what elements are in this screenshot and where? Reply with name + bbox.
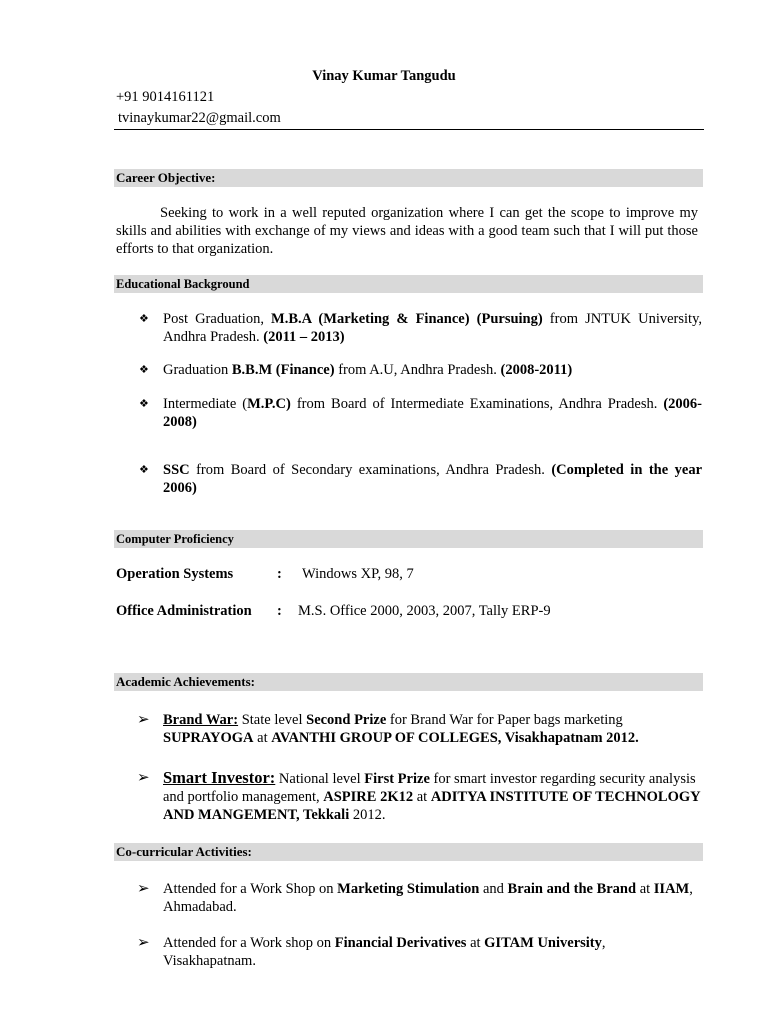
diamond-bullet-icon: ❖	[139, 398, 149, 410]
diamond-bullet-icon: ❖	[139, 313, 149, 325]
arrow-bullet-icon: ➢	[137, 935, 150, 951]
email-address: tvinaykumar22@gmail.com	[118, 110, 281, 126]
education-item: Graduation B.B.M (Finance) from A.U, Andhra Pradesh. (2008-2011)	[163, 362, 573, 378]
row-label: Operation Systems	[116, 566, 234, 582]
achievement-item: Smart Investor: National level First Prize for smart investor regarding security analysis and portfolio management, ASPIRE 2K12 at ADITYA INSTITUTE OF TECHNOLOGY AND MANGEMENT, Tekkali 2012.	[163, 768, 701, 823]
arrow-bullet-icon: ➢	[137, 712, 150, 728]
phone-number: +91 9014161121	[116, 89, 215, 105]
achievement-item: Brand War: State level Second Prize for Brand War for Paper bags marketing SUPRAYOGA at AVANTHI GROUP OF COLLEGES, Visakhapatnam 2012.	[163, 712, 639, 746]
education-item: Post Graduation, M.B.A (Marketing & Finance) (Pursuing) from JNTUK University, Andhra Pradesh. (2011 – 2013)	[163, 311, 702, 345]
row-separator: :	[277, 603, 282, 619]
section-header-education: Educational Background	[114, 275, 703, 293]
section-header-career: Career Objective:	[114, 169, 703, 187]
section-header-computer: Computer Proficiency	[114, 530, 703, 548]
career-objective-text: Seeking to work in a well reputed organization where I can get the scope to improve my skills and abilities with exchange of my views and ideas with a good team such that I will put those efforts to that organization.	[116, 205, 698, 257]
section-header-cocurricular: Co-curricular Activities:	[114, 843, 703, 861]
activity-item: Attended for a Work shop on Financial Derivatives at GITAM University, Visakhapatnam.	[163, 935, 606, 969]
education-item: SSC from Board of Secondary examinations, Andhra Pradesh. (Completed in the year 2006)	[163, 462, 702, 496]
education-item: Intermediate (M.P.C) from Board of Intermediate Examinations, Andhra Pradesh. (2006-2008)	[163, 396, 703, 430]
diamond-bullet-icon: ❖	[139, 464, 149, 476]
diamond-bullet-icon: ❖	[139, 364, 149, 376]
arrow-bullet-icon: ➢	[137, 881, 150, 897]
activity-item: Attended for a Work Shop on Marketing Stimulation and Brain and the Brand at IIAM, Ahmadabad.	[163, 881, 693, 915]
row-value: M.S. Office 2000, 2003, 2007, Tally ERP-9	[298, 603, 551, 619]
arrow-bullet-icon: ➢	[137, 770, 150, 786]
row-label: Office Administration	[116, 603, 252, 619]
header-rule	[114, 129, 704, 130]
row-value: Windows XP, 98, 7	[302, 566, 414, 582]
candidate-name: Vinay Kumar Tangudu	[312, 68, 456, 84]
row-separator: :	[277, 566, 282, 582]
section-header-academic: Academic Achievements:	[114, 673, 703, 691]
